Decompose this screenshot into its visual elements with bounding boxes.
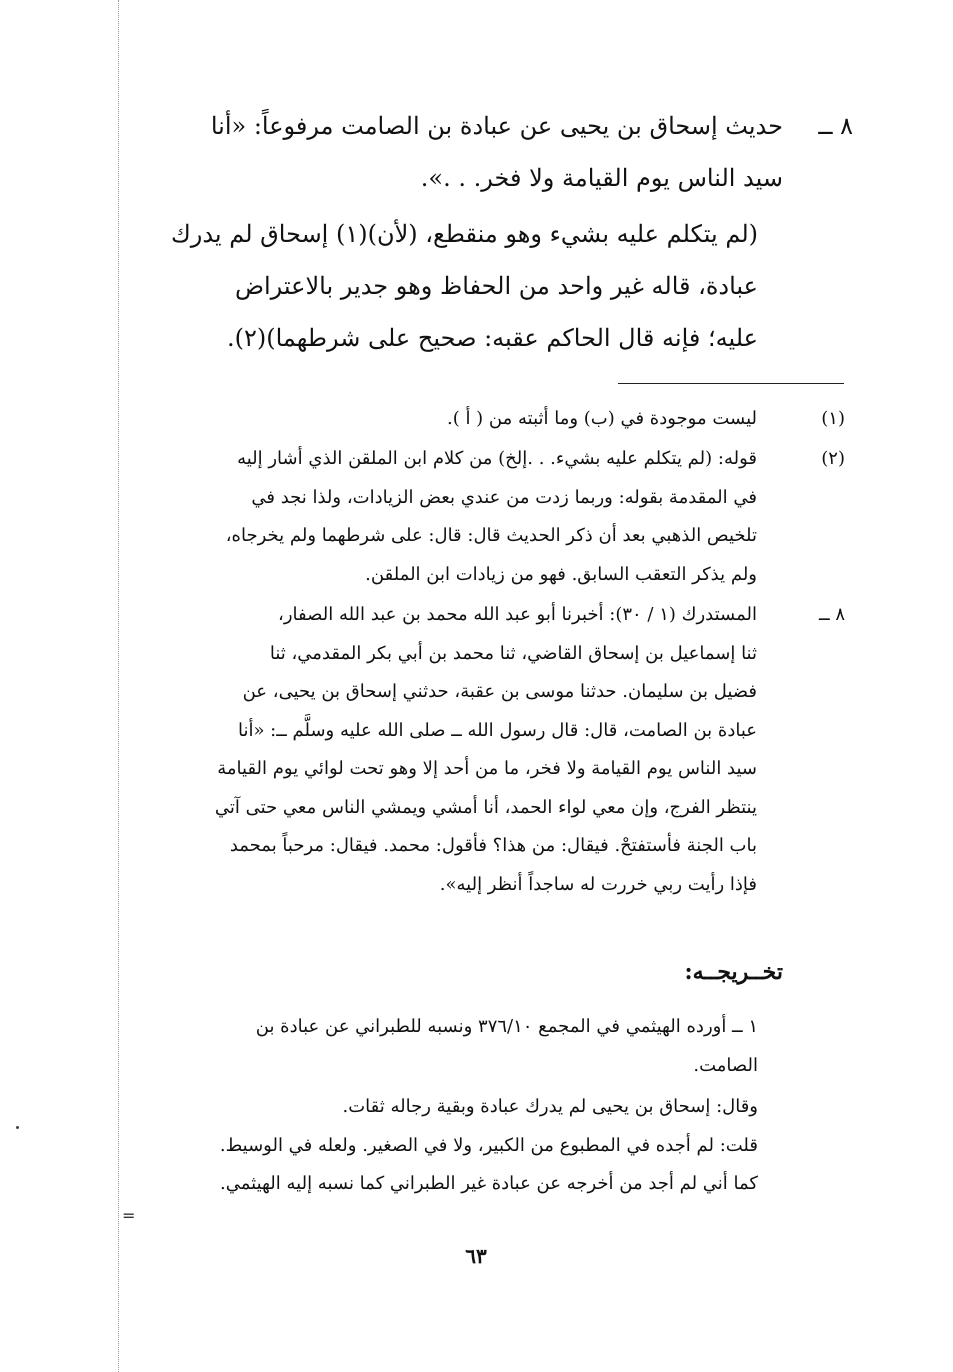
footnote-separator (618, 383, 844, 384)
hadith-8 (133, 100, 853, 210)
footnote-2 (105, 440, 845, 600)
commentary-line: (لم يتكلم عليه بشيء وهو منقطع، (لأن)(١) إسحاق لم يدرك (170, 220, 758, 248)
footnote-line: قوله: (لم يتكلم عليه بشيء. . .إلخ) من كلام ابن الملقن الذي أشار إليه (237, 448, 757, 469)
footnote-line: فضيل بن سليمان. حدثنا موسى بن عقبة، حدثني إسحاق بن يحيى، عن (242, 681, 757, 702)
takhrij-line: ١ ــ أورده الهيثمي في المجمع ٣٧٦/١٠ ونسبه للطبراني عن عبادة بن (255, 1016, 758, 1037)
stray-dot-mark (16, 1126, 19, 1129)
hadith-number: ٨ ــ (818, 112, 853, 140)
page-number: ٦٣ (465, 1244, 487, 1268)
commentary-line: عبادة، قاله غير واحد من الحفاظ وهو جدير بالاعتراض (234, 272, 758, 300)
commentary (138, 208, 758, 368)
hadith-line: سيد الناس يوم القيامة ولا فخر. . .». (420, 164, 783, 192)
footnote-line: فإذا رأيت ربي خررت له ساجداً أنظر إليه». (439, 873, 757, 895)
footnote-line: تلخيص الذهبي بعد أن ذكر الحديث قال: قال: على شرطهما ولم يخرجاه، (225, 525, 757, 546)
footnote-text (105, 440, 757, 594)
takhrij-line: قلت: لم أجده في المطبوع من الكبير، ولا في الصغير. ولعله في الوسيط. (219, 1134, 758, 1156)
footnote-line: في المقدمة بقوله: وربما زدت من عندي بعض الزيادات، ولذا نجد في (251, 486, 757, 508)
hadith-text (133, 100, 783, 204)
footnote-number: (٢) (821, 448, 845, 469)
footnote-text (145, 400, 757, 439)
footnote-line: عبادة بن الصامت، قال: قال رسول الله ــ صلى الله عليه وسلَّم ــ: «أنا (237, 719, 757, 741)
footnote-number: ٨ ــ (819, 604, 845, 625)
footnote-text (105, 596, 757, 904)
footnote-line: ولم يذكر التعقب السابق. فهو من زيادات ابن الملقن. (365, 563, 757, 585)
footnote-line: ليست موجودة في (ب) وما أثبته من ( أ ). (446, 408, 757, 429)
footnote-hadith-8 (105, 596, 845, 916)
takhrij-line: الصامت. (693, 1054, 758, 1076)
commentary-line: عليه؛ فإنه قال الحاكم عقبه: صحيح على شرطهما)(٢). (227, 324, 758, 352)
takhrij-heading: تخــريجــه: (684, 959, 783, 985)
footnote-line: ثنا إسماعيل بن إسحاق القاضي، ثنا محمد بن أبي بكر المقدمي، ثنا (269, 642, 757, 664)
footnote-number: (١) (821, 408, 845, 429)
footnote-1 (145, 400, 845, 440)
takhrij-notes (138, 1088, 758, 1208)
footnote-line: ينتظر الفرج، وإن معي لواء الحمد، أنا أمشي ويمشي الناس معي حتى آتي (214, 796, 757, 818)
takhrij-item-1 (118, 1008, 758, 1088)
margin-mark: = (122, 1206, 136, 1225)
takhrij-line: وقال: إسحاق بن يحيى لم يدرك عبادة وبقية رجاله ثقات. (342, 1096, 758, 1117)
takhrij-line: كما أني لم أجد من أخرجه عن عبادة غير الطبراني كما نسبه إليه الهيثمي. (220, 1173, 758, 1194)
hadith-line: حديث إسحاق بن يحيى عن عبادة بن الصامت مرفوعاً: «أنا (210, 112, 783, 140)
footnote-line: سيد الناس يوم القيامة ولا فخر، ما من أحد إلا وهو تحت لوائي يوم القيامة (217, 758, 757, 779)
footnote-line: باب الجنة فأستفتحْ. فيقال: من هذا؟ فأقول: محمد. فيقال: مرحباً بمحمد (229, 835, 757, 856)
footnote-line: المستدرك (١ / ٣٠): أخبرنا أبو عبد الله محمد بن عبد الله الصفار، (278, 604, 757, 625)
